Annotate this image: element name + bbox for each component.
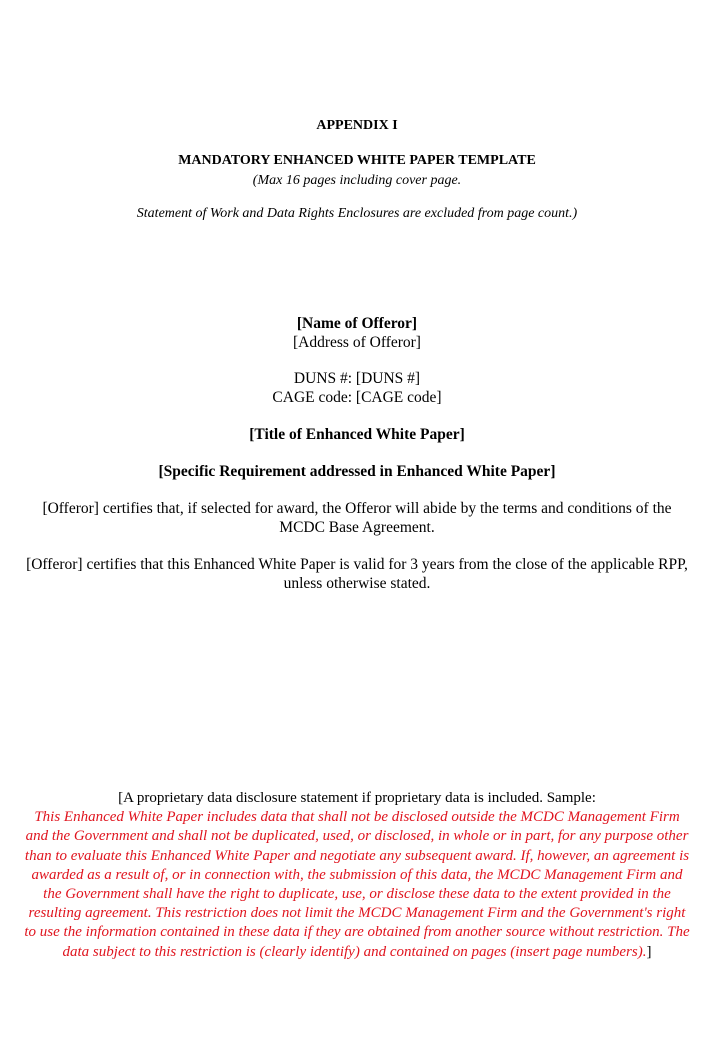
max-pages-note: (Max 16 pages including cover page. <box>252 173 462 188</box>
duns-number: DUNS #: [DUNS #] <box>293 370 421 387</box>
offeror-address: [Address of Offeror] <box>293 334 421 351</box>
cage-code: CAGE code: [CAGE code] <box>272 389 442 406</box>
certification-validity: [Offeror] certifies that this Enhanced White Paper is valid for 3 years from the close of the applicable RPP, unless otherwise stated. <box>26 556 688 592</box>
proprietary-sample-text: This Enhanced White Paper includes data that shall not be disclosed outside the MCDC Management Firm and the Government and shall not be duplicated, used, or disclosed, in whole or in part, for any purpose other than to evaluate this Enhanced White Paper and negotiate any subsequent award. If, however, an agreement is awarded as a result of, or in connection with, the submission of this data, the MCDC Management Firm and the Government shall have the right to duplicate, use, or disclose these data to the extent provided in the resulting agreement. This restriction does not limit the MCDC Management Firm and the Government's right to use the information contained in these data if they are obtained from another source without restriction. The data subject to this restriction is (clearly identify) and contained on pages (insert page numbers). <box>24 809 690 960</box>
proprietary-close-bracket: ] <box>646 943 652 960</box>
proprietary-disclosure-statement <box>22 789 692 962</box>
certification-award-terms: [Offeror] certifies that, if selected for award, the Offeror will abide by the terms and conditions of the MCDC Base Agreement. <box>42 500 672 536</box>
proprietary-intro: [A proprietary data disclosure statement if proprietary data is included. Sample: <box>118 790 596 806</box>
exclusion-note: Statement of Work and Data Rights Enclosures are excluded from page count.) <box>136 206 578 221</box>
appendix-heading: APPENDIX I <box>316 118 398 133</box>
offeror-name: [Name of Offeror] <box>296 315 418 332</box>
template-title: MANDATORY ENHANCED WHITE PAPER TEMPLATE <box>178 153 536 168</box>
specific-requirement: [Specific Requirement addressed in Enhanced White Paper] <box>158 463 556 480</box>
white-paper-title: [Title of Enhanced White Paper] <box>249 426 465 443</box>
